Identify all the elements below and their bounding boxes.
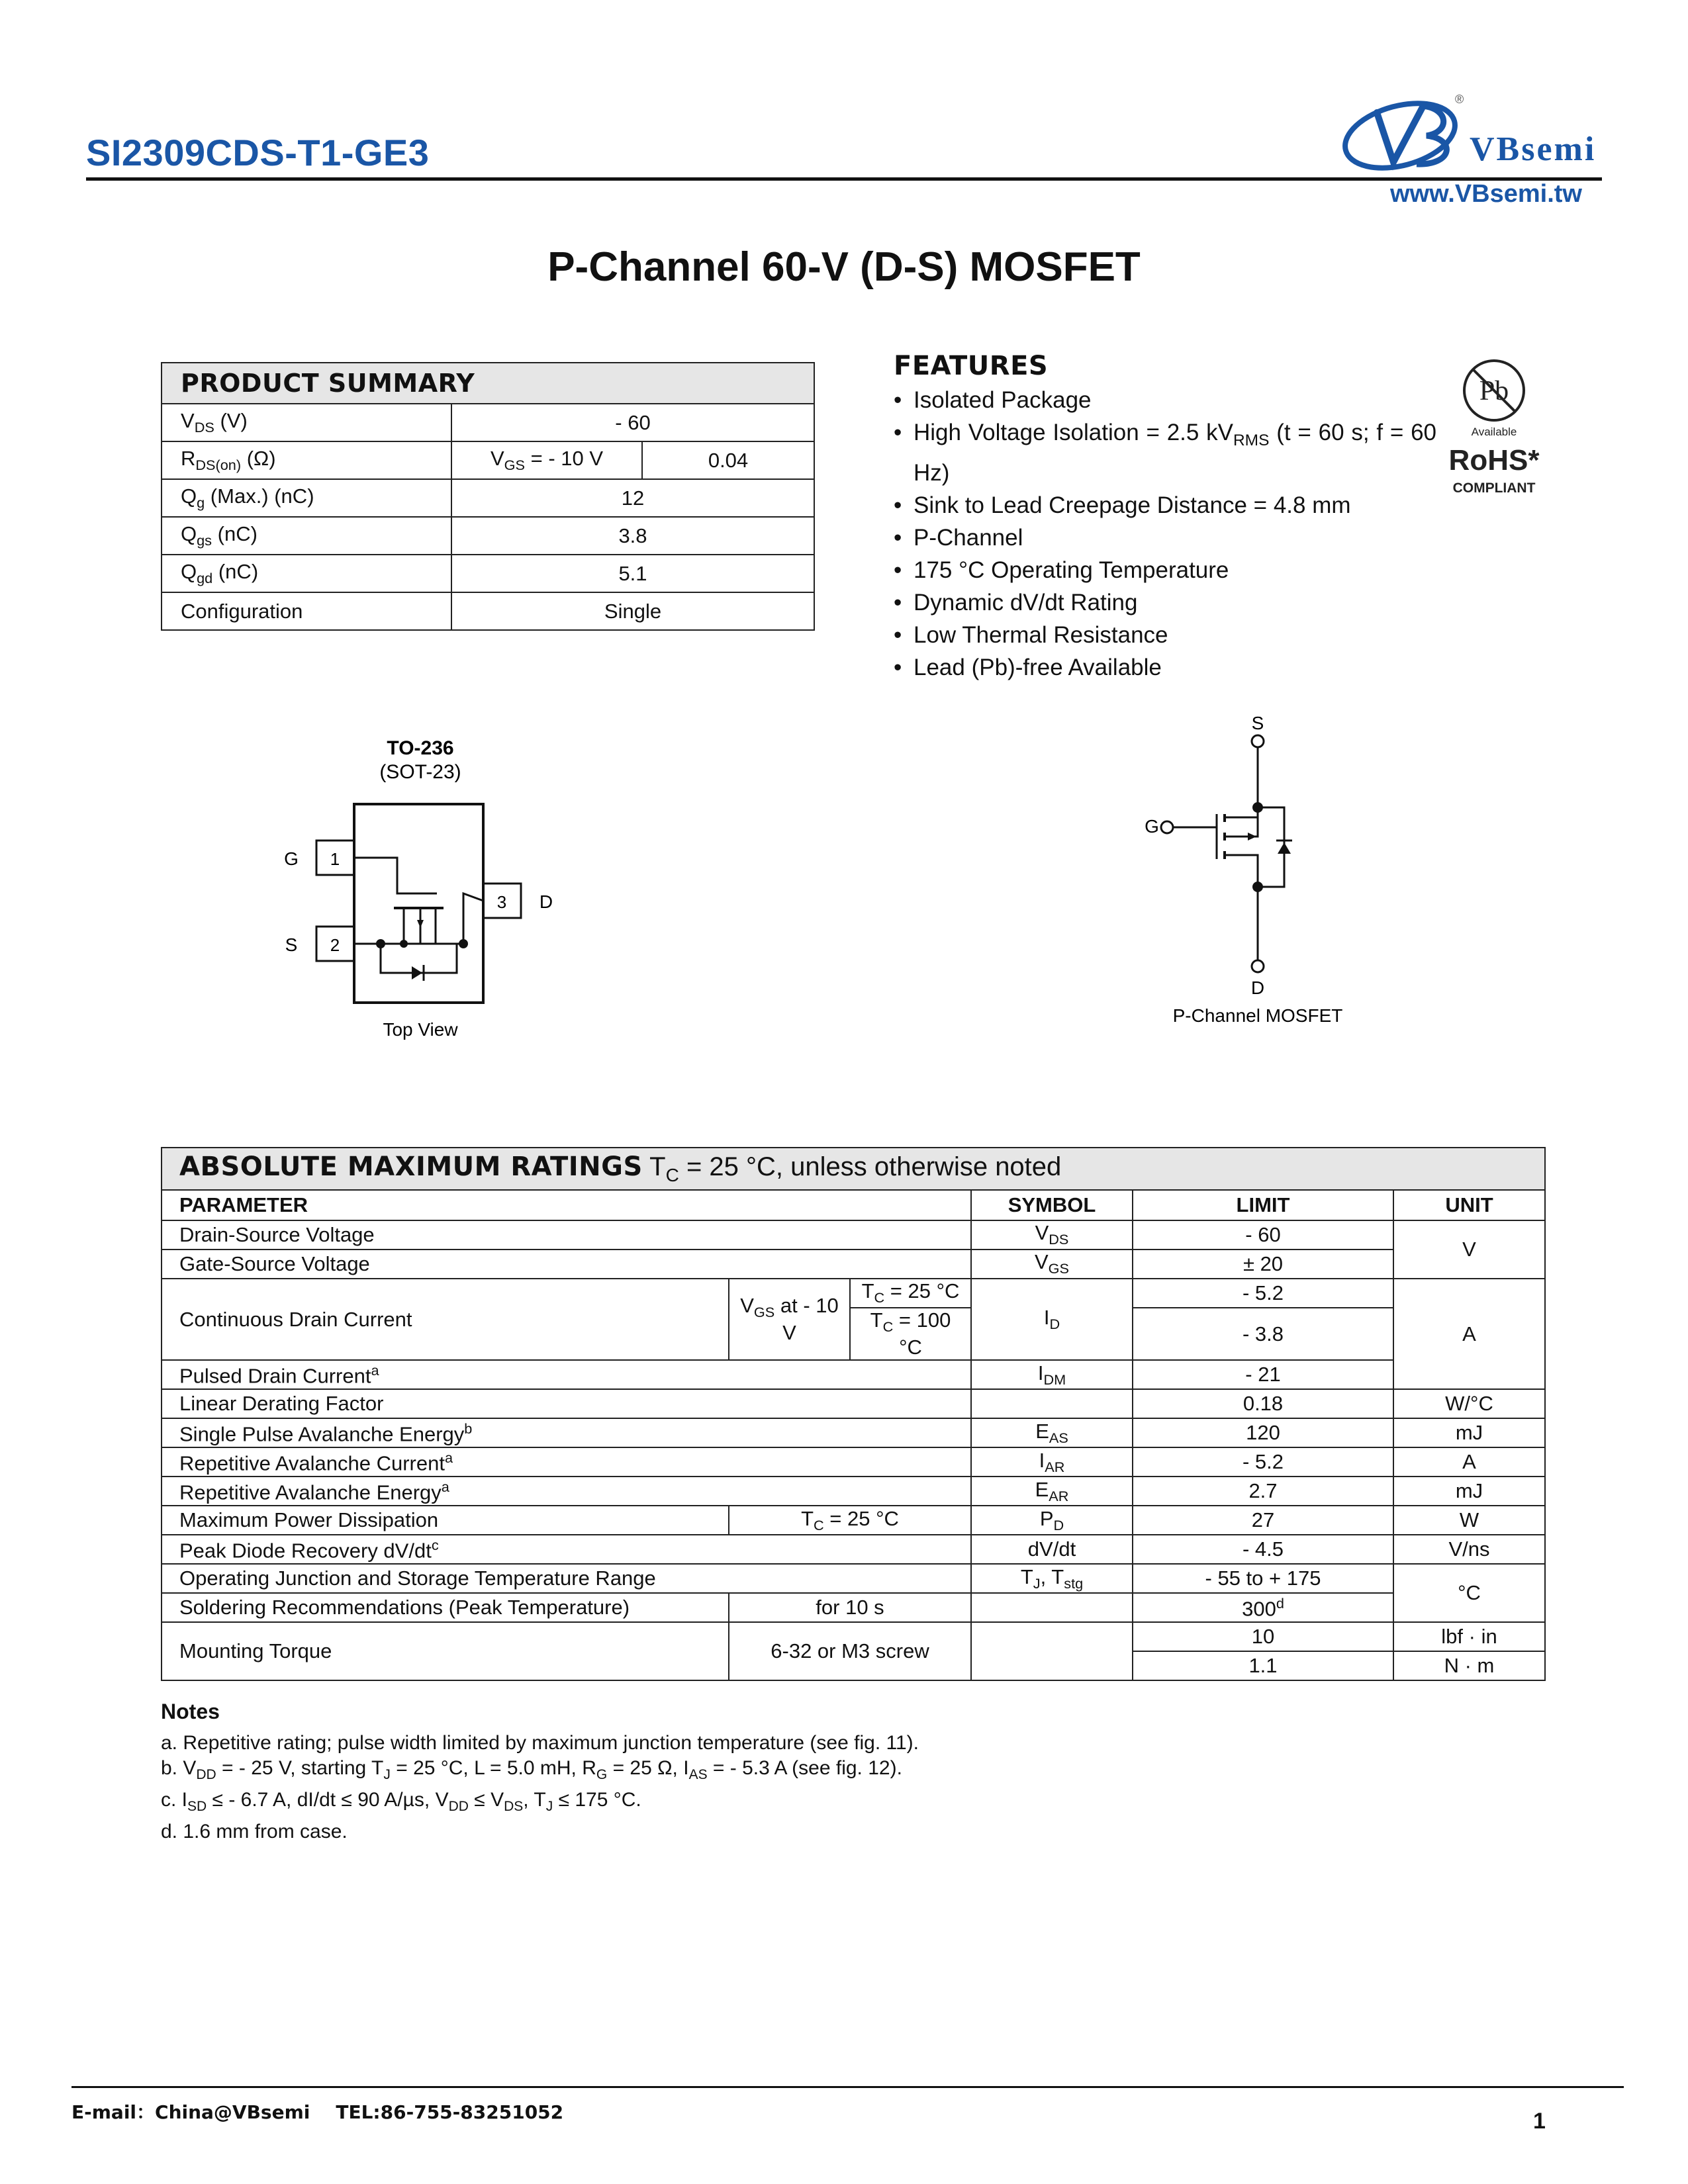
svg-text:TO-236: TO-236: [387, 737, 454, 759]
footer-contact: E-mail：China@VBsemi TEL:86-755-83251052: [71, 2101, 564, 2123]
svg-text:2: 2: [330, 935, 340, 955]
svg-text:Pb: Pb: [1479, 376, 1509, 406]
svg-text:RoHS*: RoHS*: [1448, 444, 1540, 477]
part-number: SI2309CDS-T1-GE3: [86, 132, 430, 173]
table-row: $R_{DS(on)}$ (Ω) $V_{GS}$ = - 10 V 0.04: [162, 441, 814, 479]
table-row: Peak Diode Recovery $dV/dt^c$ dV/dt - 4.5 V/ns: [162, 1535, 1545, 1564]
document-title: P-Channel 60-V (D-S) MOSFET: [547, 244, 1141, 290]
svg-text:(SOT-23): (SOT-23): [379, 761, 461, 783]
table-row: $Q_{gs}$ (nC) 3.8: [162, 517, 814, 555]
list-item: c. $I_{SD}$ ≤ - 6.7 A, dI/dt ≤ 90 A/µs, $V_{DD} \le V_{DS}$, $T_J \le 175$ °C.: [161, 1789, 641, 1814]
list-item: • 175 °C Operating Temperature: [894, 554, 1436, 586]
website[interactable]: www.VBsemi.tw: [1390, 180, 1582, 208]
list-item: d. 1.6 mm from case.: [161, 1821, 348, 1843]
package-diagram: [265, 735, 596, 1046]
brand-name: VBsemi: [1470, 130, 1597, 168]
rohs-badge: [1443, 351, 1542, 510]
list-item: • Sink to Lead Creepage Distance = 4.8 mm: [894, 489, 1436, 522]
table-row: Gate-Source Voltage $V_{GS}$ ± 20: [162, 1250, 1545, 1279]
svg-text:Top View: Top View: [383, 1019, 458, 1040]
list-item: • Isolated Package: [894, 384, 1436, 416]
svg-text:S: S: [1251, 713, 1264, 733]
list-item: • Lead (Pb)-free Available: [894, 651, 1436, 684]
svg-text:3: 3: [496, 892, 507, 912]
svg-text:G: G: [284, 848, 299, 869]
list-item: b. $V_{DD}$ = - 25 V, starting $T_J = 25$ °C, L = 5.0 mH, $R_G = 25$ Ω, $I_{AS}$ = - 5.3 A (see fig. 12).: [161, 1757, 902, 1782]
svg-text:G: G: [1145, 816, 1159, 837]
table-row: $Q_g$ (Max.) (nC) 12: [162, 479, 814, 517]
table-row: Soldering Recommendations (Peak Temperature) for 10 s 300$^d$: [162, 1593, 1545, 1622]
table-row: $T_C = 100$ °C - 3.8: [162, 1308, 1545, 1360]
svg-text:Available: Available: [1471, 426, 1517, 438]
table-row: Linear Derating Factor 0.18 W/°C: [162, 1389, 1545, 1418]
amr-title: ABSOLUTE MAXIMUM RATINGS $T_C = 25$ °C, unless otherwise noted: [162, 1148, 1545, 1190]
product-summary-table: [161, 362, 815, 631]
absolute-max-ratings-table: [161, 1147, 1546, 1681]
table-row: $Q_{gd}$ (nC) 5.1: [162, 555, 814, 592]
features-list: [894, 384, 1436, 684]
svg-text:COMPLIANT: COMPLIANT: [1452, 480, 1536, 496]
page-number: 1: [1533, 2109, 1546, 2134]
table-row: Single Pulse Avalanche Energy$^b$ $E_{AS}$ 120 mJ: [162, 1418, 1545, 1447]
list-item: • Dynamic dV/dt Rating: [894, 586, 1436, 619]
table-row: Continuous Drain Current $V_{GS}$ at - 10 V $T_C = 25$ °C $I_D$ - 5.2 A: [162, 1279, 1545, 1308]
table-row: Repetitive Avalanche Energy$^a$ $E_{AR}$ 2.7 mJ: [162, 1477, 1545, 1506]
features-title: FEATURES: [894, 351, 1049, 381]
table-row: Operating Junction and Storage Temperature Range $T_J$, $T_{stg}$ - 55 to + 175 °C: [162, 1564, 1545, 1593]
table-row: Maximum Power Dissipation $T_C = 25$ °C $P_D$ 27 W: [162, 1506, 1545, 1535]
table-row: Mounting Torque 6-32 or M3 screw 10 lbf · in: [162, 1622, 1545, 1651]
table-row: Drain-Source Voltage $V_{DS}$ - 60 V: [162, 1220, 1545, 1250]
table-row: Pulsed Drain Current$^a$ $I_{DM}$ - 21: [162, 1360, 1545, 1389]
svg-text:D: D: [1250, 978, 1265, 998]
product-summary-title: PRODUCT SUMMARY: [162, 363, 814, 404]
notes-list: [161, 1731, 919, 1844]
footer-rule: [71, 2086, 1624, 2088]
registered-mark: ®: [1455, 93, 1464, 106]
svg-text:1: 1: [330, 849, 340, 869]
table-row: Configuration Single: [162, 592, 814, 630]
table-header-row: PARAMETER SYMBOL LIMIT UNIT: [162, 1190, 1545, 1220]
schematic-symbol: [1139, 708, 1403, 1026]
list-item: • High Voltage Isolation = 2.5 $kV_{RMS}$ (t = 60 s; f = 60 Hz): [894, 416, 1436, 489]
list-item: • P-Channel: [894, 522, 1436, 554]
svg-text:D: D: [539, 891, 553, 912]
table-row: 1.1 N · m: [162, 1651, 1545, 1680]
svg-text:S: S: [285, 934, 298, 955]
vbsemi-logo: [1337, 86, 1615, 185]
table-row: $V_{DS}$ (V) - 60: [162, 404, 814, 441]
table-row: Repetitive Avalanche Current$^a$ $I_{AR}$ - 5.2 A: [162, 1447, 1545, 1477]
list-item: a. Repetitive rating; pulse width limited by maximum junction temperature (see fig. 11).: [161, 1732, 919, 1754]
svg-text:P-Channel MOSFET: P-Channel MOSFET: [1172, 1005, 1343, 1026]
list-item: • Low Thermal Resistance: [894, 619, 1436, 651]
notes-title: Notes: [161, 1700, 220, 1723]
